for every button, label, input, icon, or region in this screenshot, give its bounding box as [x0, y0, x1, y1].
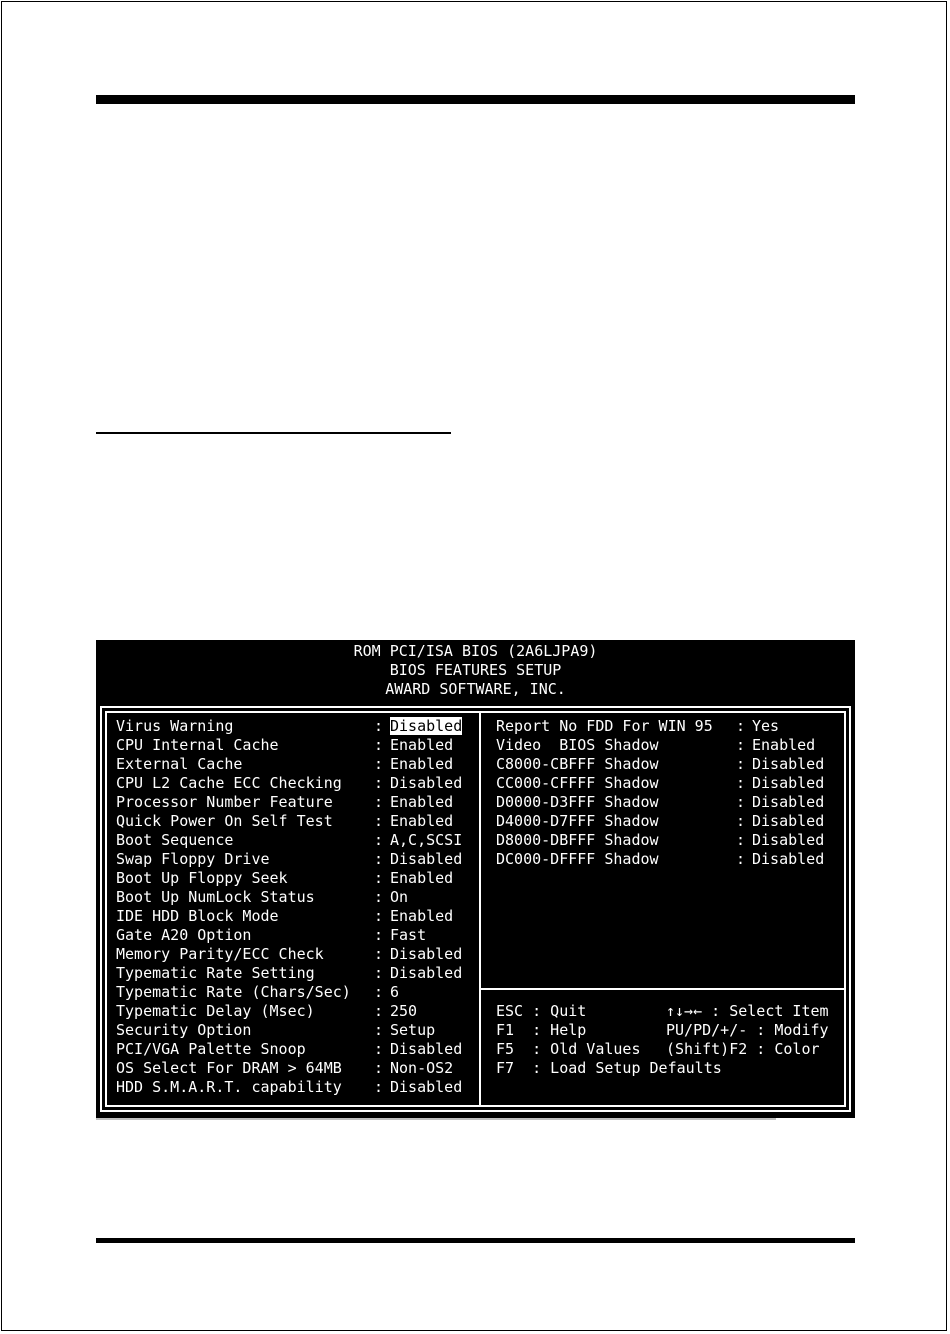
setting-value[interactable]: Disabled [390, 945, 463, 963]
setting-value[interactable]: Enabled [390, 869, 454, 887]
setting-separator: : [374, 926, 384, 944]
setting-label: Processor Number Feature [116, 793, 333, 811]
setting-label: Boot Up Floppy Seek [116, 869, 288, 887]
setting-value[interactable]: Disabled [752, 793, 825, 811]
setting-value[interactable]: Enabled [390, 755, 454, 773]
bios-setting-row[interactable] [496, 812, 824, 831]
setting-label: D0000-D3FFF Shadow [496, 793, 659, 811]
setting-separator: : [374, 888, 384, 906]
bios-title: ROM PCI/ISA BIOS (2A6LJPA9) [353, 642, 598, 660]
bios-key-help [496, 1002, 829, 1078]
setting-separator: : [374, 983, 384, 1001]
setting-value[interactable]: Disabled [752, 812, 825, 830]
setting-separator: : [374, 1021, 384, 1039]
setting-separator: : [374, 964, 384, 982]
setting-label: OS Select For DRAM > 64MB [116, 1059, 342, 1077]
bios-setting-row[interactable] [116, 926, 462, 945]
setting-value[interactable]: Disabled [390, 717, 463, 735]
key-help-row [496, 1021, 829, 1040]
setting-separator: : [374, 850, 384, 868]
setting-label: Quick Power On Self Test [116, 812, 333, 830]
setting-value[interactable]: Yes [752, 717, 780, 735]
setting-separator: : [374, 812, 384, 830]
setting-separator: : [736, 755, 746, 773]
setting-label: CPU Internal Cache [116, 736, 279, 754]
setting-label: Boot Up NumLock Status [116, 888, 315, 906]
setting-separator: : [374, 1059, 384, 1077]
bios-setting-row[interactable] [116, 831, 462, 850]
setting-label: Typematic Rate Setting [116, 964, 315, 982]
setting-separator: : [374, 907, 384, 925]
bios-shadow [96, 1118, 776, 1120]
key-help-row [496, 1059, 829, 1078]
bios-setting-row[interactable] [116, 945, 462, 964]
bios-setting-row[interactable] [116, 850, 462, 869]
setting-label: D4000-D7FFF Shadow [496, 812, 659, 830]
setting-label: Swap Floppy Drive [116, 850, 270, 868]
setting-separator: : [736, 850, 746, 868]
setting-separator: : [736, 793, 746, 811]
setting-value[interactable]: Enabled [390, 736, 454, 754]
bios-setting-row[interactable] [116, 736, 462, 755]
bios-setting-row[interactable] [116, 964, 462, 983]
setting-label: External Cache [116, 755, 243, 773]
setting-label: Report No FDD For WIN 95 [496, 717, 713, 735]
bios-setting-row[interactable] [116, 717, 462, 736]
setting-value[interactable]: Disabled [752, 774, 825, 792]
setting-label: Security Option [116, 1021, 252, 1039]
bios-setting-row[interactable] [116, 1078, 462, 1097]
setting-value[interactable]: A,C,SCSI [390, 831, 463, 849]
key-help-right: PU/PD/+/- : Modify [666, 1021, 829, 1039]
bios-setting-row[interactable] [116, 869, 462, 888]
bios-right-settings [496, 717, 824, 869]
setting-separator: : [736, 717, 746, 735]
bios-setting-row[interactable] [116, 812, 462, 831]
setting-value[interactable]: Enabled [390, 793, 454, 811]
setting-label: CC000-CFFFF Shadow [496, 774, 659, 792]
bios-setting-row[interactable] [496, 774, 824, 793]
bios-setting-row[interactable] [496, 717, 824, 736]
setting-value[interactable]: Disabled [752, 755, 825, 773]
setting-value[interactable]: Disabled [390, 850, 463, 868]
bios-setting-row[interactable] [496, 736, 824, 755]
setting-separator: : [374, 831, 384, 849]
setting-label: D8000-DBFFF Shadow [496, 831, 659, 849]
setting-value[interactable]: Non-OS2 [390, 1059, 454, 1077]
key-help-row [496, 1040, 829, 1059]
key-help-left: F1 : Help [496, 1021, 587, 1039]
bios-setting-row[interactable] [116, 907, 462, 926]
bios-setting-row[interactable] [116, 1059, 462, 1078]
setting-separator: : [736, 812, 746, 830]
bios-left-settings [116, 717, 462, 1097]
setting-separator: : [374, 774, 384, 792]
key-help-right: (Shift)F2 : Color [666, 1040, 820, 1058]
setting-label: Typematic Rate (Chars/Sec) [116, 983, 351, 1001]
setting-label: Virus Warning [116, 717, 234, 735]
setting-label: HDD S.M.A.R.T. capability [116, 1078, 342, 1096]
setting-label: Gate A20 Option [116, 926, 252, 944]
setting-separator: : [374, 755, 384, 773]
setting-label: PCI/VGA Palette Snoop [116, 1040, 306, 1058]
setting-value[interactable]: On [390, 888, 409, 906]
setting-value[interactable]: 6 [390, 983, 400, 1001]
setting-value[interactable]: Enabled [390, 907, 454, 925]
key-help-left: F7 : Load Setup Defaults [496, 1059, 722, 1077]
setting-value[interactable]: Disabled [390, 964, 463, 982]
setting-value[interactable]: Fast [390, 926, 427, 944]
bios-setting-row[interactable] [116, 1002, 462, 1021]
setting-value[interactable]: 250 [390, 1002, 418, 1020]
key-help-row [496, 1002, 829, 1021]
setting-label: C8000-CBFFF Shadow [496, 755, 659, 773]
setting-value[interactable]: Disabled [752, 831, 825, 849]
bios-vendor: AWARD SOFTWARE, INC. [385, 680, 566, 698]
bios-setting-row[interactable] [116, 755, 462, 774]
bios-setup-screen [96, 640, 855, 1118]
bios-header [96, 640, 855, 704]
bios-setting-row[interactable] [116, 983, 462, 1002]
footer-rule [96, 1238, 855, 1243]
bios-setting-row[interactable] [116, 1021, 462, 1040]
bios-subtitle: BIOS FEATURES SETUP [389, 661, 562, 679]
setting-separator: : [374, 717, 384, 735]
setting-value[interactable]: Disabled [752, 850, 825, 868]
setting-separator: : [374, 1040, 384, 1058]
bios-setting-row[interactable] [496, 850, 824, 869]
setting-label: Memory Parity/ECC Check [116, 945, 324, 963]
setting-separator: : [374, 869, 384, 887]
setting-label: CPU L2 Cache ECC Checking [116, 774, 342, 792]
setting-separator: : [374, 1002, 384, 1020]
setting-label: Boot Sequence [116, 831, 234, 849]
setting-separator: : [736, 774, 746, 792]
setting-value[interactable]: Disabled [390, 1078, 463, 1096]
bios-setting-row[interactable] [116, 793, 462, 812]
setting-separator: : [374, 736, 384, 754]
setting-value[interactable]: Enabled [390, 812, 454, 830]
header-rule [96, 95, 855, 104]
setting-value[interactable]: Enabled [752, 736, 816, 754]
key-help-left: F5 : Old Values [496, 1040, 641, 1058]
setting-separator: : [374, 945, 384, 963]
bios-setting-row[interactable] [116, 774, 462, 793]
bios-setting-row[interactable] [496, 831, 824, 850]
setting-label: Typematic Delay (Msec) [116, 1002, 315, 1020]
key-help-left: ESC : Quit [496, 1002, 587, 1020]
setting-value[interactable]: Disabled [390, 774, 463, 792]
setting-value[interactable]: Disabled [390, 1040, 463, 1058]
bios-setting-row[interactable] [116, 888, 462, 907]
setting-separator: : [736, 736, 746, 754]
setting-label: IDE HDD Block Mode [116, 907, 279, 925]
key-help-right: ↑↓→← : Select Item [666, 1002, 829, 1020]
bios-setting-row[interactable] [496, 793, 824, 812]
setting-label: Video BIOS Shadow [496, 736, 659, 754]
section-heading-underline [96, 432, 451, 434]
setting-separator: : [374, 1078, 384, 1096]
setting-value[interactable]: Setup [390, 1021, 436, 1039]
bios-keys-divider [481, 988, 846, 990]
bios-column-divider [479, 711, 481, 1107]
setting-separator: : [736, 831, 746, 849]
setting-separator: : [374, 793, 384, 811]
bios-setting-row[interactable] [116, 1040, 462, 1059]
bios-setting-row[interactable] [496, 755, 824, 774]
setting-label: DC000-DFFFF Shadow [496, 850, 659, 868]
